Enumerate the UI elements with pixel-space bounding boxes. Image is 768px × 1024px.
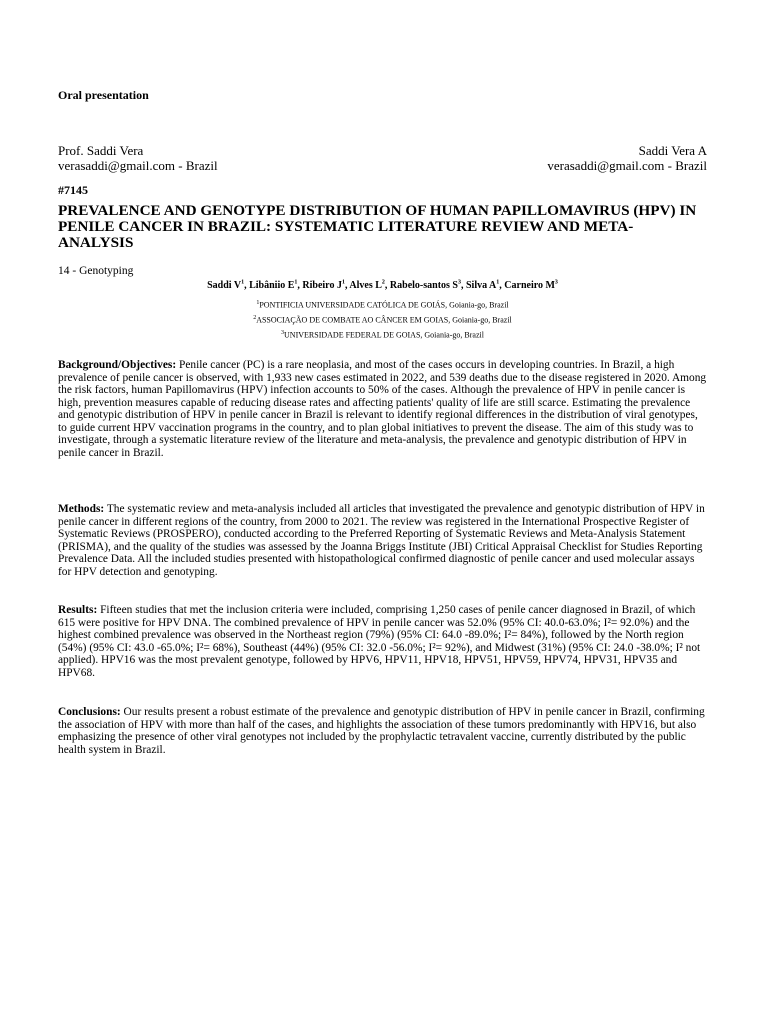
affiliation-number: 1 [256, 300, 260, 306]
affiliation-name: PONTIFICIA UNIVERSIDADE CATÓLICA DE GOIÁS [259, 300, 446, 310]
abstract-topic: 14 - Genotyping [58, 265, 134, 277]
abstract-id: #7145 [58, 183, 88, 197]
presentation-type: Oral presentation [58, 88, 149, 102]
results-text: Fifteen studies that met the inclusion criteria were included, comprising 1,250 cases of penile cancer diagnosed in Brazil, of which 615 were positive for HPV DNA. The combined prevalence of HPV in penile cancer was 52.0% (95% CI: 40.0-63.0%; I²= 92.0%) and the highest combined prevalence was observed in the Northeast region (79%) (95% CI: 64.0 -89.0%; I²= 84%), followed by the North region (54%) (95% CI: 43.0 -65.0%; I²= 68%), Southeast (44%) (95% CI: 32.0 -56.0%; I²= 92%), and Midwest (31%) (95% CI: 24.0 -38.0%; I² not applied). HPV16 was the most prevalent genotype, followed by HPV6, HPV11, HPV18, HPV51, HPV59, HPV74, HPV31, HPV35 and HPV68. [58, 604, 701, 679]
contributor-name: Silva A [465, 280, 497, 292]
contributor-separator: , [297, 280, 303, 292]
affiliation-number: 3 [281, 330, 285, 337]
contributor [249, 280, 302, 291]
results-label: Results: [58, 604, 98, 616]
author-right-name: Saddi Vera A [638, 143, 707, 158]
contributor-name: Libâniio E [249, 280, 295, 292]
contributor [302, 280, 349, 291]
contributor-name: Ribeiro J [302, 280, 342, 292]
contributor-separator: , [344, 280, 350, 292]
conclusions-text: Our results present a robust estimate of the prevalence and genotypic distribution of HPV in penile cancer in Brazil, confirming the association of HPV with more than half of the cases, and highlights the association of these tumors predominantly with HPV16, but also emphasizing the presence of other viral genotypes not included by the prophylactic tetravalent vaccine, currently distributed by the public health system in Brazil. [58, 706, 705, 756]
contributor-name: Rabelo-santos S [389, 280, 458, 292]
author-right-block [547, 143, 707, 173]
background-label: Background/Objectives: [58, 359, 177, 371]
affiliation-line [58, 297, 707, 312]
contributor [466, 280, 504, 291]
conclusions-label: Conclusions: [58, 706, 121, 718]
background-text: Penile cancer (PC) is a rare neoplasia, and most of the cases occurs in developing countries. In Brazil, a high prevalence of penile cancer is observed, with 1,933 new cases estimated in 2022, and 539 deaths due to the disease registered in 2020. Among the risk factors, human Papillomavirus (HPV) infection accounts to 50% of the cases. Although the prevalence of HPV in penile cancer is high, prevention measures capable of reducing disease rates and affecting patients' quality of life are still scarce. Estimating the prevalence and genotypic distribution of HPV in penile cancer in Brazil is relevant to identify regional differences in the distribution of viral genotypes, to guide current HPV vaccination programs in the country, and to plan global initiatives to prevent the disease. The aim of this study was to investigate, through a systematic literature review of the literature and meta-analysis, the prevalence and genotypic distribution of HPV in penile cancer in Brazil. [58, 359, 707, 459]
contributor-name: Saddi V [207, 280, 242, 292]
affiliation-line [58, 312, 707, 327]
contributor [390, 280, 466, 291]
author-right-contact: verasaddi@gmail.com - Brazil [547, 158, 707, 173]
conclusions-section [58, 706, 707, 756]
affiliation-location: , Goiania-go, Brazil [445, 300, 509, 310]
contributor-separator: , [499, 280, 505, 292]
affiliation-number: 2 [253, 315, 257, 322]
contributor [504, 280, 558, 291]
contributor-affiliation-number: 1 [496, 280, 500, 286]
affiliation-location: , Goiania-go, Brazil [448, 315, 512, 325]
affiliation-name: ASSOCIAÇÃO DE COMBATE AO CÂNCER EM GOIAS [256, 315, 449, 325]
methods-text: The systematic review and meta-analysis included all articles that investigated the prevalence and genotypic distribution of HPV in penile cancer in different regions of the country, from 2000 to 2021. The review was registered in the International Prospective Register of Systematic Reviews (PROSPERO), conducted according to the Preferred Reporting of Systematic Reviews and Meta-Analysis Statement (PRISMA), and the quality of the studies was assessed by the Joanna Briggs Institute (JBI) Critical Appraisal Checklist for Studies Reporting Prevalence Data. All the included studies presented with histopathological confirmed diagnostic of penile cancer and used molecular assays for HPV detection and genotyping. [58, 503, 705, 578]
contributor-list [58, 280, 707, 291]
results-section [58, 604, 707, 679]
author-left-block [58, 143, 218, 173]
contributor-affiliation-number: 1 [341, 280, 345, 286]
background-section [58, 359, 707, 459]
methods-section [58, 503, 707, 578]
methods-label: Methods: [58, 503, 105, 515]
contributor-affiliation-number: 3 [554, 280, 558, 286]
contributor-affiliation-number: 2 [381, 280, 385, 286]
author-left-contact: verasaddi@gmail.com - Brazil [58, 158, 218, 173]
contributor-name: Alves L [349, 280, 382, 292]
contributor [349, 280, 390, 291]
abstract-title: PREVALENCE AND GENOTYPE DISTRIBUTION OF HUMAN PAPILLOMAVIRUS (HPV) IN PENILE CANCER IN BRAZIL: SYSTEMATIC LITERATURE REVIEW AND META-ANALYSIS [58, 202, 697, 251]
affiliation-location: , Goiania-go, Brazil [420, 330, 484, 340]
author-left-name: Prof. Saddi Vera [58, 143, 144, 158]
affiliation-name: UNIVERSIDADE FEDERAL DE GOIAS [284, 330, 421, 340]
contributor-name: Carneiro M [504, 280, 555, 292]
affiliation-list [58, 297, 707, 342]
contributor-separator: , [384, 280, 390, 292]
contributor-affiliation-number: 1 [241, 280, 245, 286]
affiliation-line [58, 327, 707, 342]
contributor-affiliation-number: 3 [457, 280, 461, 286]
contributor-affiliation-number: 1 [294, 280, 298, 286]
contributor-separator: , [460, 280, 466, 292]
contributor-separator: , [244, 280, 250, 292]
contributor [207, 280, 249, 291]
